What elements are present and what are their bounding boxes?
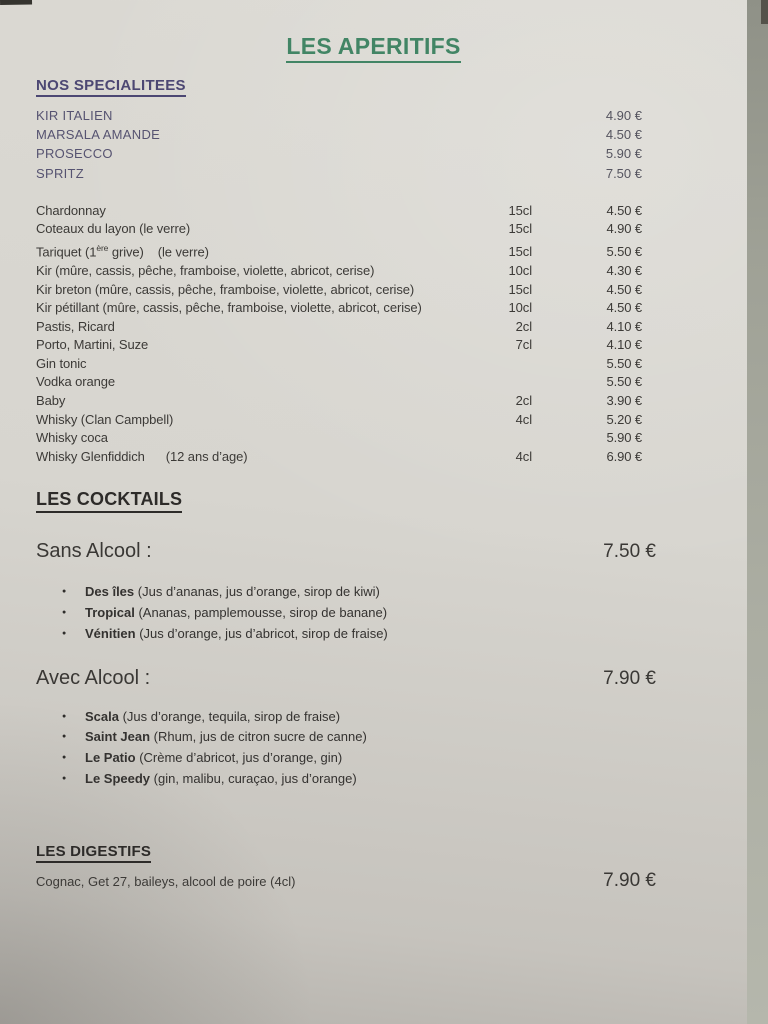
cocktail-desc: (Crème d’abricot, jus d’orange, gin) xyxy=(135,749,343,765)
photo-corner-mark xyxy=(0,0,32,5)
cocktail-desc: (Rhum, jus de citron sucre de canne) xyxy=(150,729,367,745)
item-name: PROSECCO xyxy=(36,146,113,162)
item-name: Whisky Glenfiddich (12 ans d’age) xyxy=(36,448,248,464)
cocktail-name: Vénitien xyxy=(85,625,136,641)
cocktail-desc: (gin, malibu, curaçao, jus d’orange) xyxy=(150,770,357,786)
cocktail-desc: (Jus d’ananas, jus d’orange, sirop de kiwi) xyxy=(134,584,380,600)
cocktails-heading: LES COCKTAILS xyxy=(36,489,182,513)
cocktail-item xyxy=(36,707,642,728)
item-name: Porto, Martini, Suze xyxy=(36,337,149,353)
title-area xyxy=(0,0,747,63)
item-name: Tariquet (1ère grive) (le verre) xyxy=(36,243,209,260)
item-price: 7.50 € xyxy=(605,165,642,181)
cocktail-item xyxy=(36,727,642,748)
item-price: 4.50 € xyxy=(606,202,642,218)
cocktail-item xyxy=(36,769,642,790)
item-price: 4.50 € xyxy=(605,127,642,143)
item-price: 5.50 € xyxy=(606,355,642,371)
aperitif-row xyxy=(36,202,642,221)
aperitif-row xyxy=(36,373,642,392)
item-price: 4.50 € xyxy=(606,300,642,316)
avec-alcool-label: Avec Alcool : xyxy=(36,666,151,689)
item-volume: 10cl xyxy=(508,262,532,278)
item-name: Kir (mûre, cassis, pêche, framboise, violette, abricot, cerise) xyxy=(36,262,375,278)
item-name: SPRITZ xyxy=(36,165,85,181)
item-price: 4.10 € xyxy=(606,318,642,334)
specialty-row xyxy=(36,106,642,125)
item-volume: 2cl xyxy=(515,393,532,409)
aperitif-row xyxy=(36,411,642,430)
item-volume: 15cl xyxy=(508,281,532,297)
aperitif-row xyxy=(36,299,642,318)
item-volume: 2cl xyxy=(515,318,532,334)
specialty-row xyxy=(36,144,642,163)
digestif-item: Cognac, Get 27, baileys, alcool de poire (4cl) xyxy=(36,874,296,890)
cocktail-name: Des îles xyxy=(85,584,135,600)
item-price: 5.90 € xyxy=(605,146,642,162)
cocktail-desc: (Jus d’orange, tequila, sirop de fraise) xyxy=(118,708,341,724)
menu-content xyxy=(0,63,747,892)
item-name: Pastis, Ricard xyxy=(36,318,115,334)
sans-alcool-list xyxy=(36,582,642,644)
cocktail-item xyxy=(36,748,642,769)
item-name: MARSALA AMANDE xyxy=(36,127,161,143)
item-name: Whisky coca xyxy=(36,430,108,446)
specialties-heading: NOS SPECIALITEES xyxy=(36,77,186,97)
digestifs-heading: LES DIGESTIFS xyxy=(36,843,151,863)
specialty-row xyxy=(36,125,642,144)
item-name: Gin tonic xyxy=(36,355,87,371)
item-name: Coteaux du layon (le verre) xyxy=(36,221,191,237)
item-name: Vodka orange xyxy=(36,374,116,390)
item-price: 5.50 € xyxy=(606,374,642,390)
sans-alcool-row xyxy=(36,540,656,563)
specialty-row xyxy=(36,164,642,183)
aperitif-row xyxy=(36,336,642,355)
photo-top-right-shadow xyxy=(761,0,768,24)
page-title: LES APERITIFS xyxy=(286,33,460,63)
digestif-row xyxy=(36,870,656,892)
aperitif-row xyxy=(36,220,642,239)
item-volume: 4cl xyxy=(515,448,532,464)
avec-alcool-list xyxy=(36,707,642,790)
item-price: 4.90 € xyxy=(606,221,642,237)
item-price: 6.90 € xyxy=(606,448,642,464)
item-volume: 10cl xyxy=(508,300,532,316)
aperitif-row xyxy=(36,448,642,467)
item-price: 5.90 € xyxy=(606,430,642,446)
item-name: Baby xyxy=(36,393,66,409)
item-volume: 15cl xyxy=(508,221,532,237)
digestif-price: 7.90 € xyxy=(603,870,656,892)
item-name: Whisky (Clan Campbell) xyxy=(36,411,174,427)
cocktail-name: Le Speedy xyxy=(85,770,151,786)
sans-alcool-price: 7.50 € xyxy=(603,541,656,563)
cocktail-name: Tropical xyxy=(85,605,135,621)
aperitif-row xyxy=(36,318,642,337)
aperitif-row xyxy=(36,392,642,411)
item-name: Kir pétillant (mûre, cassis, pêche, framboise, violette, abricot, cerise) xyxy=(36,300,422,316)
cocktail-desc: (Ananas, pamplemousse, sirop de banane) xyxy=(134,605,388,621)
sans-alcool-label: Sans Alcool : xyxy=(36,540,152,563)
aperitif-row xyxy=(36,262,642,281)
cocktail-name: Scala xyxy=(85,708,119,724)
item-volume: 15cl xyxy=(508,244,532,260)
item-price: 4.90 € xyxy=(605,108,642,123)
cocktail-item xyxy=(36,582,642,603)
item-price: 5.50 € xyxy=(606,244,642,260)
item-name: Kir breton (mûre, cassis, pêche, framboise, violette, abricot, cerise) xyxy=(36,281,415,297)
aperitif-row xyxy=(36,239,642,262)
aperitif-row xyxy=(36,429,642,448)
item-price: 4.10 € xyxy=(606,337,642,353)
avec-alcool-price: 7.90 € xyxy=(603,667,656,689)
superscript: ère xyxy=(96,243,109,253)
aperitif-row xyxy=(36,281,642,300)
aperitif-row xyxy=(36,355,642,374)
avec-alcool-row xyxy=(36,666,656,690)
item-price: 5.20 € xyxy=(606,411,642,427)
item-price: 3.90 € xyxy=(606,393,642,409)
photo-background-edge xyxy=(747,0,768,1024)
aperitifs-list xyxy=(36,202,642,467)
cocktail-item xyxy=(36,624,642,645)
cocktail-name: Saint Jean xyxy=(85,729,151,745)
item-volume: 4cl xyxy=(515,411,532,427)
cocktail-name: Le Patio xyxy=(85,749,136,765)
specialties-list xyxy=(36,106,642,183)
item-price: 4.50 € xyxy=(606,281,642,297)
cocktail-item xyxy=(36,603,642,624)
item-name: Chardonnay xyxy=(36,202,106,218)
item-name: KIR ITALIEN xyxy=(36,108,113,123)
item-volume: 15cl xyxy=(508,202,532,218)
item-volume: 7cl xyxy=(515,337,532,353)
item-price: 4.30 € xyxy=(606,262,642,278)
cocktail-desc: (Jus d’orange, jus d’abricot, sirop de fraise) xyxy=(135,625,388,641)
